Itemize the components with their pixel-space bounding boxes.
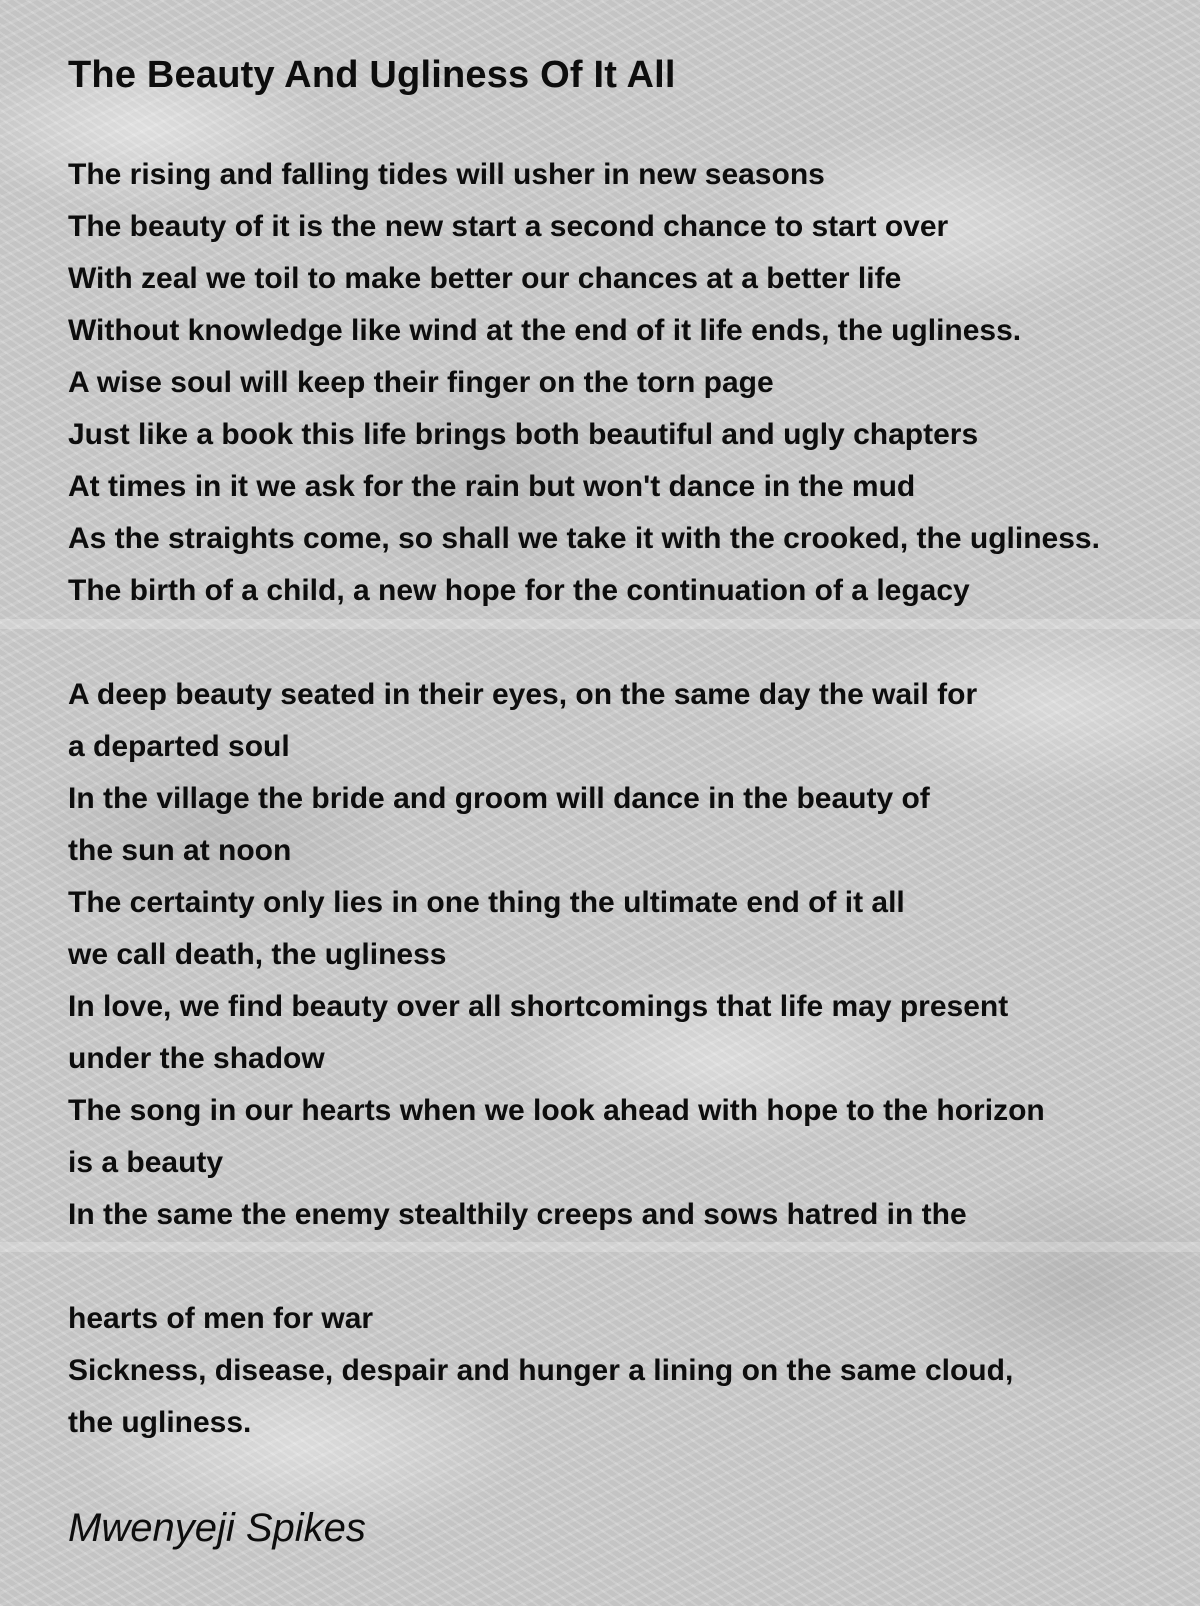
poem-line: As the straights come, so shall we take it with the crooked, the ugliness. [68,522,1100,555]
poem-line: the ugliness. [68,1406,252,1439]
poem-line: The certainty only lies in one thing the ultimate end of it all [68,886,905,919]
poem-line: In the same the enemy stealthily creeps and sows hatred in the [68,1198,967,1231]
poem-line: Without knowledge like wind at the end of it life ends, the ugliness. [68,314,1022,347]
poem-blank-line [68,1241,1198,1293]
poem-author: Mwenyeji Spikes [68,1506,366,1550]
poem-body [68,149,1198,1449]
poem-line: With zeal we toil to make better our chances at a better life [68,262,902,295]
poem-line: we call death, the ugliness [68,938,447,971]
poem-line: In love, we find beauty over all shortcomings that life may present [68,990,1009,1023]
poem-line: the sun at noon [68,834,292,867]
poem-line: hearts of men for war [68,1302,374,1335]
poem-line: Just like a book this life brings both beautiful and ugly chapters [68,418,979,451]
poem-line: under the shadow [68,1042,325,1075]
poem-line: At times in it we ask for the rain but won't dance in the mud [68,470,916,503]
poem-line: The birth of a child, a new hope for the continuation of a legacy [68,574,970,607]
poem-line: Sickness, disease, despair and hunger a lining on the same cloud, [68,1354,1014,1387]
poem-line: The beauty of it is the new start a second chance to start over [68,210,949,243]
poem-line: a departed soul [68,730,290,763]
poem-line: A deep beauty seated in their eyes, on the same day the wail for [68,678,978,711]
poem-title: The Beauty And Ugliness Of It All [68,54,676,96]
poem-line: The rising and falling tides will usher in new seasons [68,158,825,191]
poem-line: The song in our hearts when we look ahead with hope to the horizon [68,1094,1045,1127]
poem-line: In the village the bride and groom will dance in the beauty of [68,782,930,815]
poem-blank-line [68,617,1198,669]
poem-line: is a beauty [68,1146,224,1179]
poem-line: A wise soul will keep their finger on the torn page [68,366,774,399]
